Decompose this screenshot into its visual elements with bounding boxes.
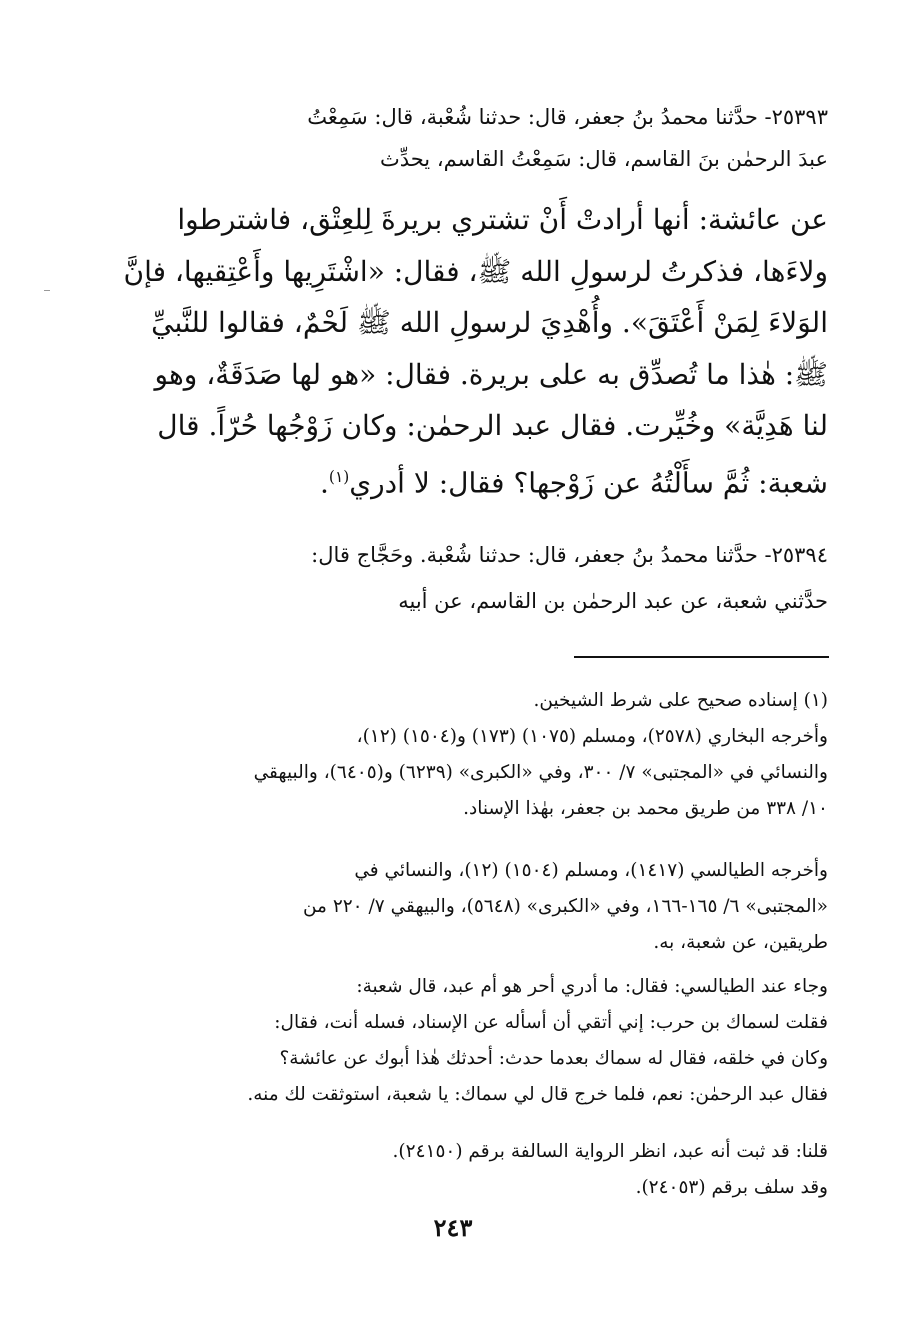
footnote-line: فقلت لسماك بن حرب: إني أتقي أن أسأله عن الإسناد، فسله أنت، فقال:: [274, 1012, 828, 1033]
footnote-line: وكان في خلقه، فقال له سماك بعدما حدث: أحدثك هٰذا أبوك عن عائشة؟: [279, 1048, 828, 1069]
footnote-line: وأخرجه البخاري (٢٥٧٨)، ومسلم (١٠٧٥) (١٧٣) و(١٥٠٤) (١٢)،: [356, 726, 828, 747]
footnote-paragraph-4: [76, 1134, 828, 1206]
hadith-25393-isnad: [76, 96, 828, 180]
footnote-line: والنسائي في «المجتبى» ٧/ ٣٠٠، وفي «الكبرى» (٦٢٣٩) و(٦٤٠٥)، والبيهقي: [253, 762, 828, 783]
footnote-line: فقال عبد الرحمٰن: نعم، فلما خرج قال لي سماك: يا شعبة، استوثقت لك منه.: [247, 1084, 828, 1105]
matn-line: الوَلاءَ لِمَنْ أَعْتَقَ». وأُهْدِيَ لرسولِ الله ﷺ لَحْمٌ، فقالوا للنَّبيِّ: [151, 306, 828, 339]
footnote-reference[interactable]: (١): [328, 467, 350, 486]
footnote-line: ١٠/ ٣٣٨ من طريق محمد بن جعفر، بهٰذا الإسناد.: [463, 798, 828, 819]
matn-line: عن عائشة: أنها أرادتْ أَنْ تشتري بريرةَ لِلعِتْق، فاشترطوا: [177, 203, 828, 236]
footnote-line: وأخرجه الطيالسي (١٤١٧)، ومسلم (١٥٠٤) (١٢)، والنسائي في: [354, 860, 828, 881]
isnad-line: ٢٥٣٩٤- حدَّثنا محمدُ بنُ جعفر، قال: حدثنا شُعْبة. وحَجَّاج قال:: [311, 543, 828, 567]
matn-line: لنا هَدِيَّة» وخُيِّرت. فقال عبد الرحمٰن: وكان زَوْجُها حُرّاً. قال: [157, 409, 828, 442]
matn-line: ﷺ: هٰذا ما تُصدِّق به على بريرة. فقال: «هو لها صَدَقَةٌ، وهو: [154, 357, 828, 391]
hadith-matn: [76, 194, 828, 508]
isnad-line: حدَّثني شعبة، عن عبد الرحمٰن بن القاسم، عن أبيه: [398, 589, 828, 613]
matn-line: ولاءَها، فذكرتُ لرسولِ الله ﷺ، فقال: «اشْتَرِيها وأَعْتِقيها، فإنَّ: [123, 254, 828, 288]
footnote-paragraph-2: [76, 853, 828, 961]
page-number: ٢٤٣: [433, 1213, 473, 1242]
hadith-25394-isnad: [76, 532, 828, 624]
margin-mark: [44, 290, 50, 291]
matn-line-text: شعبة: ثُمَّ سأَلْتُهُ عن زَوْجها؟ فقال: لا أدري: [349, 465, 828, 499]
footnote-line: (١) إسناده صحيح على شرط الشيخين.: [533, 690, 828, 711]
isnad-line: عبدَ الرحمٰن بنَ القاسم، قال: سَمِعْتُ القاسم، يحدِّث: [379, 147, 828, 171]
footnote-line: وقد سلف برقم (٢٤٠٥٣).: [635, 1177, 828, 1198]
footnote-paragraph-3: [76, 969, 828, 1113]
footnote-line: «المجتبى» ٦/ ١٦٥-١٦٦، وفي «الكبرى» (٥٦٤٨)، والبيهقي ٧/ ٢٢٠ من: [302, 896, 828, 917]
matn-end-punct: .: [320, 465, 329, 499]
footnote-line: قلنا: قد ثبت أنه عبد، انظر الرواية السالفة برقم (٢٤١٥٠).: [392, 1141, 828, 1162]
footnote-line: طريقين، عن شعبة، به.: [653, 932, 828, 953]
matn-line-last: [76, 452, 828, 509]
footnote-line: وجاء عند الطيالسي: فقال: ما أدري أحر هو أم عبد، قال شعبة:: [356, 976, 828, 997]
footnote-1: [76, 683, 828, 827]
isnad-line: ٢٥٣٩٣- حدَّثنا محمدُ بنُ جعفر، قال: حدثنا شُعْبة، قال: سَمِعْتُ: [307, 105, 828, 129]
footnote-separator: [574, 656, 829, 658]
